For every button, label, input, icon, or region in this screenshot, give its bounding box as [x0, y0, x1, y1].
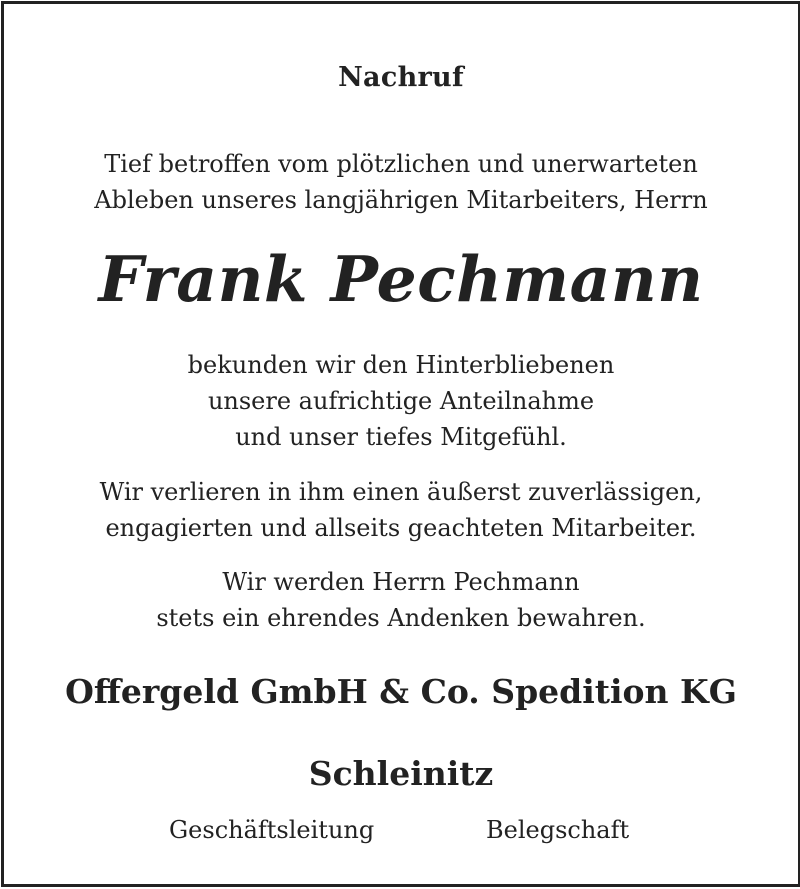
- remembrance-paragraph: [4, 564, 798, 636]
- condolence-line: unsere aufrichtige Anteilnahme: [207, 387, 595, 415]
- remembrance-line: Wir werden Herrn Pechmann: [222, 568, 580, 596]
- deceased-name: Frank Pechmann: [98, 242, 704, 316]
- company-location: Schleinitz: [308, 754, 494, 793]
- tribute-paragraph: [4, 474, 798, 546]
- condolence-line: und unser tiefes Mitgefühl.: [235, 423, 567, 451]
- intro-line: Tief betroffen vom plötzlichen und unerwarteten: [104, 150, 698, 178]
- tribute-line: Wir verlieren in ihm einen äußerst zuverlässigen,: [99, 478, 703, 506]
- notice-title: Nachruf: [338, 62, 464, 93]
- remembrance-line: stets ein ehrendes Andenken bewahren.: [156, 604, 646, 632]
- signatory-staff: Belegschaft: [486, 816, 630, 844]
- intro-line: Ableben unseres langjährigen Mitarbeiters, Herrn: [94, 186, 708, 214]
- tribute-line: engagierten und allseits geachteten Mitarbeiter.: [105, 514, 697, 542]
- condolence-paragraph: [4, 347, 798, 455]
- company-name: Offergeld GmbH & Co. Spedition KG: [65, 672, 737, 711]
- condolence-line: bekunden wir den Hinterbliebenen: [187, 351, 615, 379]
- obituary-notice: [1, 1, 800, 887]
- intro-paragraph: [4, 146, 798, 218]
- signatory-management: Geschäftsleitung: [169, 816, 375, 844]
